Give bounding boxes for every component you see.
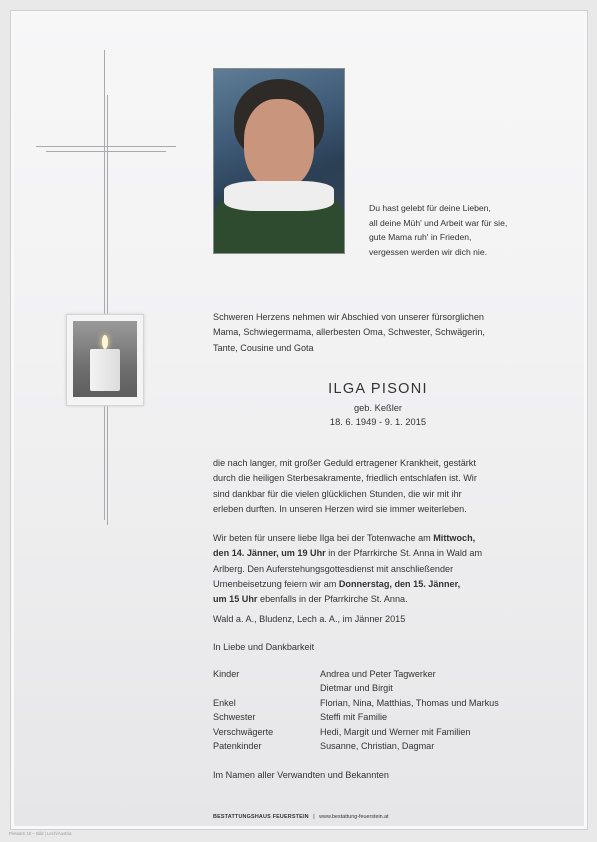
service-text: Urnenbeisetzung feiern wir am [213, 578, 339, 589]
relative-names: Steffi mit Familie [320, 712, 388, 722]
paragraph-line: durch die heiligen Sterbesakramente, friedlich entschlafen ist. Wir [213, 473, 477, 484]
relative-names: Andrea und Peter Tagwerker [320, 669, 436, 679]
service-text: in der Pfarrkirche St. Anna in Wald am [325, 548, 483, 559]
footer [213, 814, 389, 820]
poem-line: all deine Müh' und Arbeit war für sie, [369, 217, 508, 228]
poem-line: gute Mama ruh' in Frieden, [369, 232, 472, 243]
intro-line: Mama, Schwiegermama, allerbesten Oma, Schwester, Schwägerin, [213, 327, 485, 338]
relative-names: Dietmar und Birgit [320, 683, 393, 693]
footer-separator: | [313, 814, 315, 820]
paragraph-line: sind dankbar für die vielen glücklichen Stunden, die wir mit ihr [213, 488, 462, 499]
deceased-name: ILGA PISONI [328, 381, 428, 397]
company-website-link[interactable]: www.bestattung-feuerstein.at [319, 814, 389, 820]
intro-line: Tante, Cousine und Gota [213, 342, 314, 353]
service-day-wake: Mittwoch, [433, 533, 476, 543]
relative-names: Susanne, Christian, Dagmar [320, 741, 435, 751]
intro-text [213, 310, 543, 356]
candle-icon [66, 314, 144, 406]
paragraph-line: die nach langer, mit großer Geduld ertragener Krankheit, gestärkt [213, 458, 476, 468]
service-text: Arlberg. Den Auferstehungsgottesdienst mit anschließender [213, 563, 454, 574]
life-dates: 18. 6. 1949 - 9. 1. 2015 [329, 417, 427, 427]
service-date-funeral: Donnerstag, den 15. Jänner, [338, 578, 461, 589]
service-time-funeral: um 15 Uhr [213, 594, 258, 605]
relative-label: Schwester [213, 712, 256, 722]
portrait-photo [213, 68, 345, 254]
service-text: Wir beten für unsere liebe Ilga bei der Totenwache am [213, 533, 434, 543]
company-name: BESTATTUNGSHAUS FEUERSTEIN [213, 814, 309, 820]
service-date-wake: den 14. Jänner, um 19 Uhr [213, 548, 326, 559]
paragraph-farewell [213, 456, 553, 517]
relative-label: Patenkinder [213, 741, 262, 751]
relative-names: Hedi, Margit und Werner mit Familien [320, 727, 471, 737]
signoff: Im Namen aller Verwandten und Bekannten [213, 770, 389, 780]
paragraph-services [213, 531, 553, 607]
poem-line: Du hast gelebt für deine Lieben, [369, 203, 491, 213]
print-credit: Pieteam 10 – Bild | Lech/Austria [9, 831, 72, 836]
relative-label: Kinder [213, 669, 240, 679]
service-text: ebenfalls in der Pfarrkirche St. Anna. [257, 594, 408, 605]
intro-line: Schweren Herzens nehmen wir Abschied von unserer fürsorglichen [213, 312, 484, 322]
closing-line: In Liebe und Dankbarkeit [213, 642, 315, 652]
poem [369, 201, 507, 259]
relative-label: Enkel [213, 698, 236, 708]
birth-name: geb. Keßler [353, 403, 403, 413]
place-date: Wald a. A., Bludenz, Lech a. A., im Jänner 2015 [213, 614, 406, 624]
relative-label: Verschwägerte [213, 727, 274, 737]
poem-line: vergessen werden wir dich nie. [369, 246, 487, 257]
paragraph-line: erleben durften. In unseren Herzen wird sie immer weiterleben. [213, 503, 467, 514]
relative-names: Florian, Nina, Matthias, Thomas und Markus [320, 698, 499, 708]
